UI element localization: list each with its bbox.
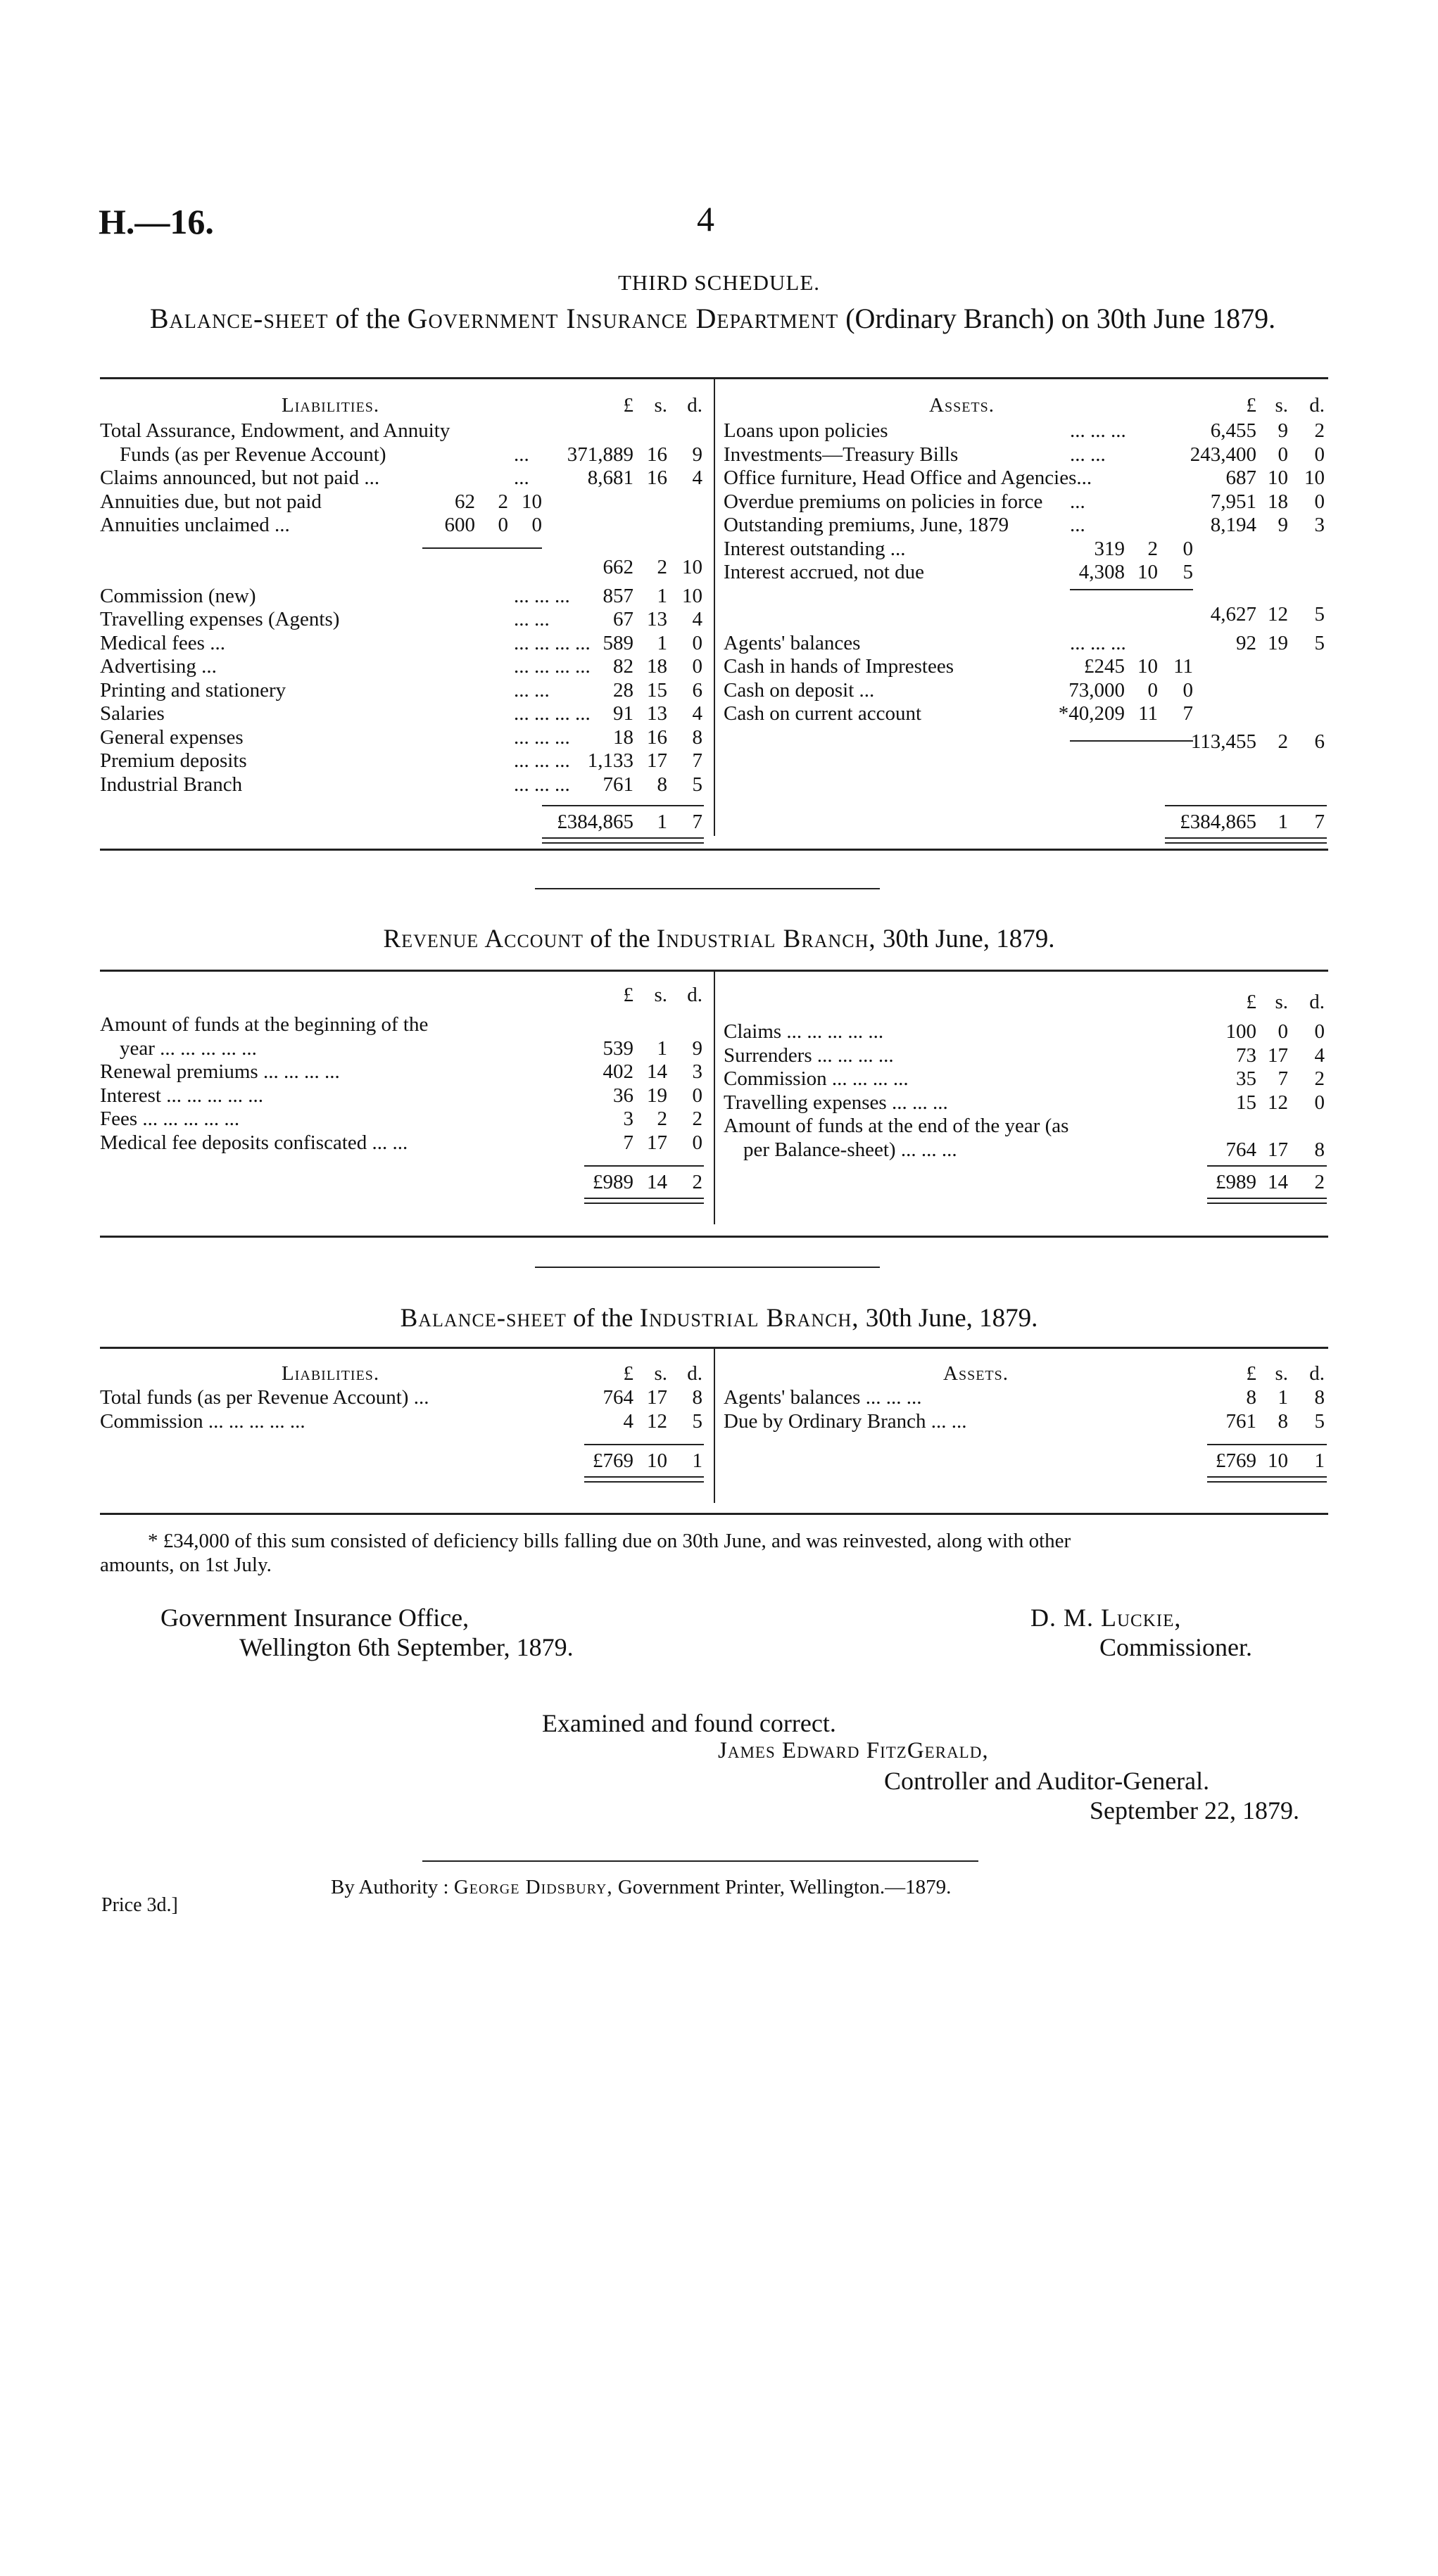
- right-row-label: Commission ... ... ... ...: [724, 1067, 909, 1091]
- assets_total-total-pence: 7: [1314, 811, 1325, 834]
- liabilities-row-dots: ... ... ... ...: [514, 631, 591, 654]
- liabilities-amount-pounds: 764: [603, 1386, 633, 1409]
- liabilities-row-dots: ...: [514, 467, 529, 489]
- right-amount-pounds: 73: [1236, 1043, 1256, 1067]
- revenue-center-divider: [714, 971, 715, 1224]
- right-amount-shillings: 12: [1268, 1091, 1288, 1114]
- liabilities-sub-shillings: 2: [498, 490, 508, 513]
- assets-interest-subtotal-rule: [1070, 589, 1193, 590]
- column-head-shillings: s.: [654, 1362, 667, 1385]
- liabilities-amount-pence: 5: [692, 1409, 702, 1433]
- assets-amount-shillings: 1: [1278, 1386, 1288, 1409]
- liabilities-amount-pence: 4: [692, 608, 702, 630]
- left-amount-shillings: 2: [657, 1108, 667, 1130]
- industrial-title-b: of the: [573, 1304, 633, 1333]
- column-head-pounds: £: [623, 1362, 633, 1385]
- assets-column-head-pounds: £: [1246, 394, 1256, 417]
- assets-row-label: Cash on current account: [724, 702, 922, 725]
- assets-row-label: Cash on deposit ...: [724, 678, 875, 702]
- assets-row-label: Office furniture, Head Office and Agencies...: [724, 467, 1092, 489]
- assets-amount-pounds: 92: [1236, 631, 1256, 654]
- imprint: [331, 1876, 951, 1899]
- assets_total-total-rule: [1165, 805, 1327, 806]
- liabilities-amount-pence: 9: [692, 443, 702, 466]
- assets-row-dots: ...: [1070, 490, 1085, 513]
- industrial-title-c: Industrial Branch,: [639, 1304, 859, 1333]
- liabilities-amount-pounds: 589: [603, 631, 633, 654]
- liabilities-amount-shillings: 13: [647, 608, 667, 630]
- revenue-title-c: Industrial Branch,: [656, 925, 876, 953]
- liabilities-amount-shillings: 2: [657, 556, 667, 579]
- liabilities-amount-pounds: 67: [613, 608, 633, 630]
- assets-amount-shillings: 12: [1268, 603, 1288, 626]
- liabilities-row-label: Medical fees ...: [100, 631, 225, 654]
- revenue-title: [0, 924, 1438, 954]
- assets-amount-shillings: 8: [1278, 1409, 1288, 1433]
- liabilities-amount-shillings: 17: [647, 749, 667, 772]
- assets-row-label: Overdue premiums on policies in force: [724, 490, 1043, 513]
- liabilities-subtotal-rule: [422, 547, 542, 549]
- liabilities-sub-shillings: 0: [498, 514, 508, 536]
- right-row-label: Travelling expenses ... ... ...: [724, 1091, 948, 1114]
- industrial-center-divider: [714, 1348, 715, 1503]
- liabilities-amount-pence: 8: [692, 1386, 702, 1409]
- assets-sub-shillings: 11: [1138, 702, 1158, 725]
- left_total-total-pence: 2: [692, 1171, 702, 1194]
- liabilities_total-total-pounds: £384,865: [557, 811, 633, 834]
- liabilities-amount-pounds: 82: [613, 655, 633, 678]
- liabilities-amount-shillings: 16: [647, 443, 667, 466]
- right-amount-pence: 0: [1314, 1020, 1325, 1043]
- assets-sub-pounds: 4,308: [1078, 561, 1125, 583]
- right-amount-shillings: 7: [1278, 1067, 1288, 1091]
- industrial-assets-header: Assets.: [943, 1362, 1009, 1385]
- liabilities-amount-shillings: 8: [657, 773, 667, 796]
- liabilities-amount-shillings: 17: [647, 1386, 667, 1409]
- liabilities-row-dots: ... ...: [514, 678, 550, 702]
- industrial-assets-column-head-pence: d.: [1309, 1362, 1325, 1385]
- liabilities-amount-shillings: 18: [647, 655, 667, 678]
- assets-row-label: Interest outstanding ...: [724, 537, 906, 560]
- ordinary-bottom-rule: [100, 849, 1328, 851]
- liabilities-row-label: Commission (new): [100, 584, 256, 607]
- assets-sub-pounds: 319: [1094, 537, 1125, 560]
- liabilities_total-total-shillings: 10: [647, 1449, 667, 1473]
- assets-amount-shillings: 2: [1278, 730, 1288, 754]
- assets-amount-shillings: 10: [1268, 467, 1288, 489]
- liabilities-amount-pounds: 662: [603, 556, 633, 579]
- liabilities-amount-shillings: 15: [647, 678, 667, 702]
- liabilities-header: Liabilities.: [282, 394, 380, 417]
- footnote-line-2: amounts, on 1st July.: [100, 1554, 272, 1576]
- liabilities-amount-pence: 5: [692, 773, 702, 796]
- assets-sub-pence: 5: [1182, 561, 1193, 583]
- assets-row-dots: ...: [1070, 514, 1085, 536]
- liabilities-row-label: Travelling expenses (Agents): [100, 608, 340, 630]
- left-row-label: year ... ... ... ... ...: [120, 1036, 257, 1060]
- right-row-label: Surrenders ... ... ... ...: [724, 1043, 894, 1067]
- liabilities-amount-shillings: 1: [657, 584, 667, 607]
- liabilities-row-label: Premium deposits: [100, 749, 247, 772]
- assets-amount-pounds: 761: [1225, 1409, 1256, 1433]
- liabilities-amount-shillings: 16: [647, 467, 667, 489]
- assets-sub-pence: 11: [1173, 655, 1193, 678]
- assets-amount-pounds: 243,400: [1190, 443, 1256, 466]
- liabilities-amount-pence: 6: [692, 678, 702, 702]
- liabilities_total-total-pence: 1: [692, 1449, 702, 1473]
- document-code: H.—16.: [99, 202, 214, 241]
- liabilities-amount-pounds: 4: [623, 1409, 633, 1433]
- audit-date: September 22, 1879.: [1090, 1796, 1299, 1825]
- left_total-total-rule: [584, 1165, 704, 1167]
- liabilities-sub-pounds: 62: [455, 490, 475, 513]
- left-amount-pence: 3: [692, 1060, 702, 1083]
- assets-amount-pence: 8: [1314, 1386, 1325, 1409]
- liabilities-amount-pence: 0: [692, 655, 702, 678]
- liabilities-row-dots: ... ... ...: [514, 725, 570, 749]
- right_total-total-shillings: 14: [1268, 1171, 1288, 1194]
- liabilities-amount-pence: 10: [682, 584, 702, 607]
- assets-amount-pence: 5: [1314, 603, 1325, 626]
- left-row-label: Medical fee deposits confiscated ... ...: [100, 1131, 408, 1154]
- liabilities-amount-pounds: 28: [613, 678, 633, 702]
- right-amount-pence: 2: [1314, 1067, 1325, 1091]
- ordinary-center-divider: [714, 379, 715, 836]
- assets-amount-pounds: 6,455: [1210, 419, 1256, 442]
- right-amount-shillings: 0: [1278, 1020, 1288, 1043]
- liabilities-row-dots: ... ... ...: [514, 749, 570, 772]
- assets-header: Assets.: [929, 394, 995, 417]
- liabilities_total-total-shillings: 1: [657, 811, 667, 834]
- liabilities_total-total-pounds: £769: [593, 1449, 633, 1473]
- liabilities-sub-pence: 0: [531, 514, 542, 536]
- office-line: Government Insurance Office,: [160, 1604, 469, 1632]
- audit-examined: Examined and found correct.: [542, 1709, 836, 1737]
- liabilities-amount-pounds: 91: [613, 702, 633, 725]
- assets-amount-pounds: 8,194: [1210, 514, 1256, 536]
- left-amount-pounds: 539: [603, 1036, 633, 1060]
- assets-row-label: Outstanding premiums, June, 1879: [724, 514, 1009, 536]
- liabilities-row-label: Annuities due, but not paid: [100, 490, 322, 513]
- liabilities-row-dots: ... ...: [514, 608, 550, 630]
- assets-amount-shillings: 0: [1278, 443, 1288, 466]
- assets_total-total-pounds: £769: [1216, 1449, 1256, 1473]
- assets-amount-pence: 2: [1314, 419, 1325, 442]
- commissioner-role: Commissioner.: [1099, 1633, 1253, 1661]
- liabilities-amount-pence: 10: [682, 556, 702, 579]
- left-amount-shillings: 1: [657, 1036, 667, 1060]
- right-row-label: Amount of funds at the end of the year (as: [724, 1115, 1069, 1138]
- office-place-date: Wellington 6th September, 1879.: [239, 1633, 574, 1661]
- column-head-shillings: s.: [654, 394, 667, 417]
- assets-sub-shillings: 2: [1147, 537, 1158, 560]
- right-amount-pence: 8: [1314, 1138, 1325, 1161]
- liabilities-row-label: Salaries: [100, 702, 165, 725]
- assets-amount-shillings: 19: [1268, 631, 1288, 654]
- left-amount-pence: 2: [692, 1108, 702, 1130]
- assets-cash-subtotal-rule: [1070, 740, 1193, 742]
- column-head-pence: d.: [687, 394, 702, 417]
- liabilities-amount-shillings: 1: [657, 631, 667, 654]
- left-row-label: Interest ... ... ... ... ...: [100, 1084, 263, 1107]
- industrial-liabilities-header: Liabilities.: [282, 1362, 380, 1385]
- revenue-right-column-head-pence: d.: [1309, 991, 1325, 1013]
- industrial-bottom-rule: [100, 1513, 1328, 1515]
- right-amount-shillings: 17: [1268, 1043, 1288, 1067]
- assets-amount-shillings: 9: [1278, 514, 1288, 536]
- schedule-title: THIRD SCHEDULE.: [617, 270, 821, 295]
- liabilities-row-dots: ... ... ...: [514, 773, 570, 796]
- left-amount-pounds: 7: [623, 1131, 633, 1154]
- liabilities-row-dots: ... ... ...: [514, 584, 570, 607]
- balance-sheet-title: [99, 303, 1327, 335]
- left-row-label: Fees ... ... ... ... ...: [100, 1108, 240, 1130]
- right-amount-pounds: 100: [1225, 1020, 1256, 1043]
- liabilities-amount-pounds: 371,889: [567, 443, 633, 466]
- assets-amount-pounds: 687: [1225, 467, 1256, 489]
- assets-sub-shillings: 10: [1137, 561, 1158, 583]
- assets-sub-pounds: 73,000: [1068, 678, 1125, 702]
- liabilities-row-label: Advertising ...: [100, 655, 217, 678]
- auditor-name: James Edward FitzGerald,: [718, 1738, 989, 1763]
- assets-row-dots: ... ... ...: [1070, 419, 1126, 442]
- right-amount-pence: 0: [1314, 1091, 1325, 1114]
- liabilities-amount-shillings: 12: [647, 1409, 667, 1433]
- right_total-total-double-rule: [1207, 1198, 1327, 1204]
- assets-column-head-pence: d.: [1309, 394, 1325, 417]
- right-amount-shillings: 17: [1268, 1138, 1288, 1161]
- liabilities-amount-pounds: 8,681: [587, 467, 633, 489]
- right_total-total-pence: 2: [1314, 1171, 1325, 1194]
- assets-sub-pence: 0: [1182, 678, 1193, 702]
- imprint-printer: George Didsbury,: [453, 1876, 613, 1898]
- left-amount-shillings: 17: [647, 1131, 667, 1154]
- left-amount-shillings: 14: [647, 1060, 667, 1083]
- assets-row-label: Agents' balances: [724, 631, 861, 654]
- assets-sub-pounds: *40,209: [1058, 702, 1125, 725]
- imprint-suffix: Government Printer, Wellington.—1879.: [617, 1876, 952, 1898]
- title-suffix: (Ordinary Branch) on 30th June 1879.: [845, 303, 1276, 334]
- revenue-bottom-rule: [100, 1236, 1328, 1238]
- revenue-title-a: Revenue Account: [383, 925, 584, 953]
- left-amount-pence: 0: [692, 1131, 702, 1154]
- right_total-total-rule: [1207, 1165, 1327, 1167]
- left-amount-pounds: 3: [623, 1108, 633, 1130]
- section-separator-2: [535, 1267, 880, 1268]
- liabilities-row-label: Printing and stationery: [100, 678, 286, 702]
- left-amount-pence: 9: [692, 1036, 702, 1060]
- column-head-shillings: s.: [654, 984, 667, 1006]
- column-head-pounds: £: [623, 394, 633, 417]
- left_total-total-shillings: 14: [647, 1171, 667, 1194]
- liabilities-row-label: Commission ... ... ... ... ...: [100, 1409, 305, 1433]
- assets-sub-shillings: 10: [1137, 655, 1158, 678]
- assets-amount-shillings: 18: [1268, 490, 1288, 513]
- assets-row-label: Agents' balances ... ... ...: [724, 1386, 922, 1409]
- liabilities-row-label: Total Assurance, Endowment, and Annuity: [100, 419, 450, 442]
- liabilities-amount-pence: 7: [692, 749, 702, 772]
- left-amount-pence: 0: [692, 1084, 702, 1107]
- liabilities-amount-pence: 4: [692, 467, 702, 489]
- liabilities-amount-pence: 8: [692, 725, 702, 749]
- assets-amount-pounds: 113,455: [1190, 730, 1256, 754]
- liabilities-amount-shillings: 16: [647, 725, 667, 749]
- industrial-title: [0, 1303, 1438, 1333]
- industrial-title-d: 30th June, 1879.: [865, 1304, 1038, 1333]
- revenue-right-column-head-shillings: s.: [1275, 991, 1288, 1013]
- assets-amount-pence: 0: [1314, 490, 1325, 513]
- commissioner-name: D. M. Luckie,: [1030, 1604, 1182, 1632]
- liabilities-amount-pounds: 18: [613, 725, 633, 749]
- assets-amount-pence: 5: [1314, 1409, 1325, 1433]
- liabilities-amount-pence: 0: [692, 631, 702, 654]
- liabilities-row-label: Total funds (as per Revenue Account) ...: [100, 1386, 429, 1409]
- liabilities-row-label: Annuities unclaimed ...: [100, 514, 290, 536]
- liabilities-amount-pounds: 857: [603, 584, 633, 607]
- revenue-title-d: 30th June, 1879.: [882, 925, 1055, 953]
- assets_total-total-rule: [1207, 1444, 1327, 1445]
- column-head-pence: d.: [687, 1362, 702, 1385]
- page-number: 4: [697, 199, 714, 239]
- left-row-label: Renewal premiums ... ... ... ...: [100, 1060, 340, 1083]
- column-head-pence: d.: [687, 984, 702, 1006]
- right-amount-pounds: 35: [1236, 1067, 1256, 1091]
- assets-amount-pence: 6: [1314, 730, 1325, 754]
- assets-amount-pounds: 7,951: [1210, 490, 1256, 513]
- assets-row-label: Loans upon policies: [724, 419, 888, 442]
- right-row-label: per Balance-sheet) ... ... ...: [743, 1138, 957, 1161]
- left_total-total-pounds: £989: [593, 1171, 633, 1194]
- assets-row-label: Cash in hands of Imprestees: [724, 655, 954, 678]
- left-row-label: Amount of funds at the beginning of the: [100, 1013, 429, 1036]
- liabilities-amount-pounds: 1,133: [587, 749, 633, 772]
- right_total-total-pounds: £989: [1216, 1171, 1256, 1194]
- assets_total-total-shillings: 10: [1268, 1449, 1288, 1473]
- liabilities-row-dots: ... ... ... ...: [514, 702, 591, 725]
- assets_total-total-double-rule: [1207, 1476, 1327, 1483]
- assets-amount-pence: 5: [1314, 631, 1325, 654]
- liabilities_total-total-rule: [584, 1444, 704, 1445]
- liabilities-row-label: Funds (as per Revenue Account): [120, 443, 386, 466]
- right-amount-pounds: 764: [1225, 1138, 1256, 1161]
- imprint-prefix: By Authority :: [331, 1876, 449, 1898]
- footnote-line-1: * £34,000 of this sum consisted of deficiency bills falling due on 30th June, and was reinvested, along with other: [148, 1530, 1071, 1552]
- liabilities-sub-pounds: 600: [444, 514, 475, 536]
- left_total-total-double-rule: [584, 1198, 704, 1204]
- liabilities-row-dots: ...: [514, 443, 529, 466]
- column-head-pounds: £: [623, 984, 633, 1006]
- liabilities_total-total-rule: [542, 805, 704, 806]
- liabilities_total-total-pence: 7: [692, 811, 702, 834]
- liabilities_total-total-double-rule: [584, 1476, 704, 1483]
- revenue-title-b: of the: [590, 925, 650, 953]
- section-separator-1: [535, 888, 880, 889]
- assets_total-total-double-rule: [1165, 837, 1327, 844]
- right-row-label: Claims ... ... ... ... ...: [724, 1020, 884, 1043]
- assets-amount-shillings: 9: [1278, 419, 1288, 442]
- title-middle: of the: [335, 303, 401, 334]
- assets-row-label: Due by Ordinary Branch ... ...: [724, 1409, 967, 1433]
- liabilities-sub-pence: 10: [522, 490, 542, 513]
- price: Price 3d.]: [101, 1894, 178, 1916]
- assets-sub-shillings: 0: [1147, 678, 1158, 702]
- industrial-assets-column-head-pounds: £: [1246, 1362, 1256, 1385]
- liabilities_total-total-double-rule: [542, 837, 704, 844]
- assets-amount-pence: 3: [1314, 514, 1325, 536]
- title-dept: Government Insurance Department: [407, 303, 839, 334]
- left-amount-pounds: 36: [613, 1084, 633, 1107]
- liabilities-amount-pence: 4: [692, 702, 702, 725]
- liabilities-row-dots: ... ... ... ...: [514, 655, 591, 678]
- auditor-role: Controller and Auditor-General.: [884, 1767, 1210, 1795]
- left-amount-shillings: 19: [647, 1084, 667, 1107]
- assets-sub-pence: 7: [1182, 702, 1193, 725]
- left-amount-pounds: 402: [603, 1060, 633, 1083]
- revenue-right-column-head-pounds: £: [1246, 991, 1256, 1013]
- right-amount-pence: 4: [1314, 1043, 1325, 1067]
- industrial-title-a: Balance-sheet: [400, 1304, 567, 1333]
- assets-sub-pence: 0: [1182, 537, 1193, 560]
- assets-amount-pounds: 4,627: [1210, 603, 1256, 626]
- assets-amount-pence: 10: [1304, 467, 1325, 489]
- imprint-rule: [422, 1860, 978, 1862]
- industrial-assets-column-head-shillings: s.: [1275, 1362, 1288, 1385]
- liabilities-row-label: Industrial Branch: [100, 773, 243, 796]
- liabilities-amount-pounds: 761: [603, 773, 633, 796]
- assets_total-total-shillings: 1: [1278, 811, 1288, 834]
- assets-row-dots: ... ... ...: [1070, 631, 1126, 654]
- title-prefix: Balance-sheet: [149, 303, 329, 334]
- assets_total-total-pounds: £384,865: [1180, 811, 1256, 834]
- assets-row-dots: ... ...: [1070, 443, 1106, 466]
- assets-sub-pounds: £245: [1084, 655, 1125, 678]
- liabilities-row-label: General expenses: [100, 725, 244, 749]
- assets-row-label: Interest accrued, not due: [724, 561, 925, 583]
- assets_total-total-pence: 1: [1314, 1449, 1325, 1473]
- assets-row-label: Investments—Treasury Bills: [724, 443, 959, 466]
- assets-amount-pounds: 8: [1246, 1386, 1256, 1409]
- assets-amount-pence: 0: [1314, 443, 1325, 466]
- liabilities-amount-shillings: 13: [647, 702, 667, 725]
- right-amount-pounds: 15: [1236, 1091, 1256, 1114]
- liabilities-row-label: Claims announced, but not paid ...: [100, 467, 380, 489]
- assets-column-head-shillings: s.: [1275, 394, 1288, 417]
